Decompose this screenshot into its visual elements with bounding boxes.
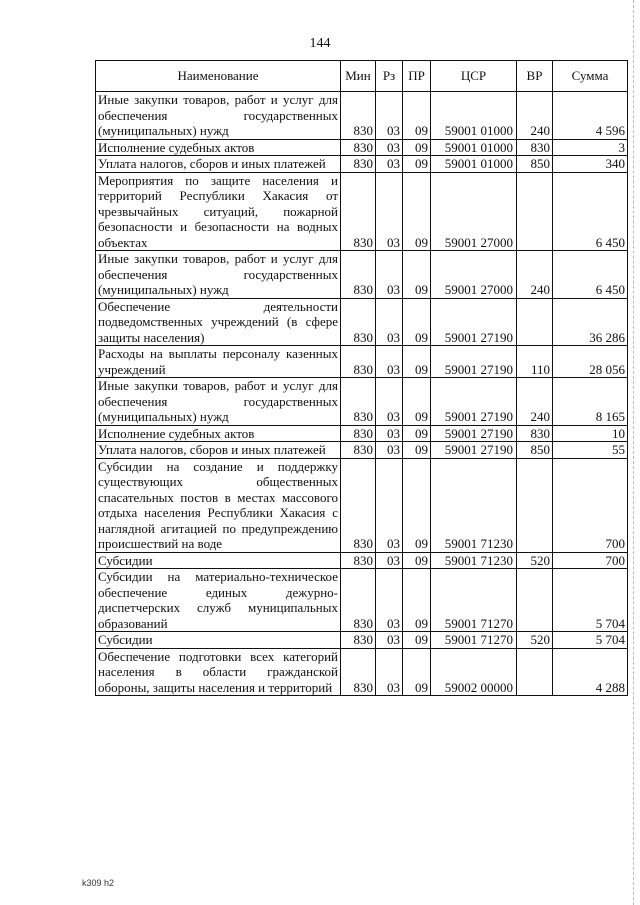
row-sum-cell: 4 288 — [553, 648, 628, 696]
row-sum-cell: 700 — [553, 552, 628, 569]
row-sum-cell: 10 — [553, 425, 628, 442]
header-vr: ВР — [517, 61, 553, 92]
row-rz-cell: 03 — [376, 632, 403, 649]
row-csr-cell: 59001 27190 — [431, 346, 517, 378]
table-header-row — [96, 61, 628, 92]
row-min-cell: 830 — [341, 378, 376, 426]
table-row — [96, 172, 628, 251]
row-rz-cell: 03 — [376, 378, 403, 426]
row-csr-cell: 59002 00000 — [431, 648, 517, 696]
row-sum-cell: 700 — [553, 458, 628, 552]
row-rz-cell: 03 — [376, 139, 403, 156]
row-pr-cell: 09 — [403, 172, 431, 251]
row-name-cell: Обеспечение подготовки всех категорий населения в области гражданской обороны, защиты населения и территорий — [96, 648, 341, 696]
row-min-cell: 830 — [341, 632, 376, 649]
table-row — [96, 425, 628, 442]
row-rz-cell: 03 — [376, 552, 403, 569]
row-csr-cell: 59001 27190 — [431, 425, 517, 442]
budget-table-container — [95, 60, 628, 696]
header-pr: ПР — [403, 61, 431, 92]
row-sum-cell: 6 450 — [553, 251, 628, 299]
row-sum-cell: 55 — [553, 442, 628, 459]
row-vr-cell: 850 — [517, 442, 553, 459]
table-row — [96, 552, 628, 569]
row-name-cell: Иные закупки товаров, работ и услуг для обеспечения государственных (муниципальных) нужд — [96, 378, 341, 426]
table-row — [96, 458, 628, 552]
row-name-cell: Субсидии на создание и поддержку существующих общественных спасательных постов в местах массового отдыха населения Республики Хакасия с наглядной агитацией по предупреждению происшествий на воде — [96, 458, 341, 552]
row-vr-cell: 240 — [517, 378, 553, 426]
row-min-cell: 830 — [341, 552, 376, 569]
row-name-cell: Субсидии — [96, 632, 341, 649]
row-name-cell: Исполнение судебных актов — [96, 139, 341, 156]
table-row — [96, 251, 628, 299]
row-min-cell: 830 — [341, 139, 376, 156]
row-min-cell: 830 — [341, 425, 376, 442]
row-name-cell: Исполнение судебных актов — [96, 425, 341, 442]
row-vr-cell: 830 — [517, 139, 553, 156]
row-rz-cell: 03 — [376, 92, 403, 140]
row-rz-cell: 03 — [376, 425, 403, 442]
table-row — [96, 632, 628, 649]
header-csr: ЦСР — [431, 61, 517, 92]
row-rz-cell: 03 — [376, 156, 403, 173]
row-name-cell: Уплата налогов, сборов и иных платежей — [96, 442, 341, 459]
row-pr-cell: 09 — [403, 632, 431, 649]
header-name: Наименование — [96, 61, 341, 92]
row-rz-cell: 03 — [376, 648, 403, 696]
header-rz: Рз — [376, 61, 403, 92]
row-sum-cell: 5 704 — [553, 569, 628, 632]
row-vr-cell — [517, 458, 553, 552]
table-row — [96, 346, 628, 378]
row-min-cell: 830 — [341, 346, 376, 378]
row-rz-cell: 03 — [376, 569, 403, 632]
row-vr-cell: 110 — [517, 346, 553, 378]
row-rz-cell: 03 — [376, 251, 403, 299]
row-rz-cell: 03 — [376, 346, 403, 378]
table-row — [96, 442, 628, 459]
row-pr-cell: 09 — [403, 425, 431, 442]
row-pr-cell: 09 — [403, 251, 431, 299]
row-csr-cell: 59001 71230 — [431, 458, 517, 552]
row-sum-cell: 36 286 — [553, 298, 628, 346]
row-pr-cell: 09 — [403, 139, 431, 156]
row-name-cell: Мероприятия по защите населения и территорий Республики Хакасия от чрезвычайных ситуаций, пожарной безопасности и безопасности на водных объектах — [96, 172, 341, 251]
row-vr-cell — [517, 172, 553, 251]
page-number: 144 — [309, 36, 331, 51]
table-row — [96, 378, 628, 426]
row-pr-cell: 09 — [403, 156, 431, 173]
row-pr-cell: 09 — [403, 92, 431, 140]
row-rz-cell: 03 — [376, 458, 403, 552]
header-sum: Сумма — [553, 61, 628, 92]
row-csr-cell: 59001 01000 — [431, 156, 517, 173]
row-name-cell: Иные закупки товаров, работ и услуг для обеспечения государственных (муниципальных) нужд — [96, 251, 341, 299]
row-csr-cell: 59001 27190 — [431, 298, 517, 346]
table-row — [96, 92, 628, 140]
row-csr-cell: 59001 71270 — [431, 632, 517, 649]
row-vr-cell — [517, 569, 553, 632]
row-vr-cell: 520 — [517, 552, 553, 569]
table-row — [96, 648, 628, 696]
row-min-cell: 830 — [341, 458, 376, 552]
budget-table — [95, 60, 628, 696]
row-csr-cell: 59001 01000 — [431, 92, 517, 140]
row-sum-cell: 4 596 — [553, 92, 628, 140]
header-min: Мин — [341, 61, 376, 92]
row-csr-cell: 59001 27190 — [431, 442, 517, 459]
row-name-cell: Уплата налогов, сборов и иных платежей — [96, 156, 341, 173]
table-row — [96, 569, 628, 632]
row-vr-cell: 520 — [517, 632, 553, 649]
row-pr-cell: 09 — [403, 458, 431, 552]
row-pr-cell: 09 — [403, 648, 431, 696]
row-pr-cell: 09 — [403, 378, 431, 426]
row-min-cell: 830 — [341, 298, 376, 346]
row-min-cell: 830 — [341, 156, 376, 173]
table-body — [96, 92, 628, 696]
row-sum-cell: 340 — [553, 156, 628, 173]
row-name-cell: Субсидии на материально-техническое обеспечение единых дежурно-диспетчерских служб муниципальных образований — [96, 569, 341, 632]
row-csr-cell: 59001 71270 — [431, 569, 517, 632]
row-vr-cell — [517, 648, 553, 696]
row-vr-cell: 830 — [517, 425, 553, 442]
table-row — [96, 156, 628, 173]
row-name-cell: Обеспечение деятельности подведомственных учреждений (в сфере защиты населения) — [96, 298, 341, 346]
row-vr-cell — [517, 298, 553, 346]
row-vr-cell: 850 — [517, 156, 553, 173]
row-min-cell: 830 — [341, 172, 376, 251]
row-pr-cell: 09 — [403, 298, 431, 346]
row-min-cell: 830 — [341, 92, 376, 140]
page-edge-line — [632, 0, 634, 905]
row-vr-cell: 240 — [517, 251, 553, 299]
row-rz-cell: 03 — [376, 442, 403, 459]
row-csr-cell: 59001 01000 — [431, 139, 517, 156]
row-csr-cell: 59001 27000 — [431, 251, 517, 299]
row-min-cell: 830 — [341, 442, 376, 459]
row-min-cell: 830 — [341, 569, 376, 632]
row-name-cell: Субсидии — [96, 552, 341, 569]
row-rz-cell: 03 — [376, 298, 403, 346]
row-pr-cell: 09 — [403, 346, 431, 378]
row-pr-cell: 09 — [403, 442, 431, 459]
row-rz-cell: 03 — [376, 172, 403, 251]
row-pr-cell: 09 — [403, 569, 431, 632]
row-vr-cell: 240 — [517, 92, 553, 140]
row-sum-cell: 3 — [553, 139, 628, 156]
row-csr-cell: 59001 27000 — [431, 172, 517, 251]
row-sum-cell: 5 704 — [553, 632, 628, 649]
row-csr-cell: 59001 27190 — [431, 378, 517, 426]
row-min-cell: 830 — [341, 648, 376, 696]
row-name-cell: Иные закупки товаров, работ и услуг для обеспечения государственных (муниципальных) нужд — [96, 92, 341, 140]
table-row — [96, 139, 628, 156]
row-sum-cell: 8 165 — [553, 378, 628, 426]
row-name-cell: Расходы на выплаты персоналу казенных учреждений — [96, 346, 341, 378]
row-min-cell: 830 — [341, 251, 376, 299]
footer-code: k309 h2 — [82, 878, 115, 888]
row-sum-cell: 6 450 — [553, 172, 628, 251]
row-csr-cell: 59001 71230 — [431, 552, 517, 569]
table-row — [96, 298, 628, 346]
row-pr-cell: 09 — [403, 552, 431, 569]
row-sum-cell: 28 056 — [553, 346, 628, 378]
